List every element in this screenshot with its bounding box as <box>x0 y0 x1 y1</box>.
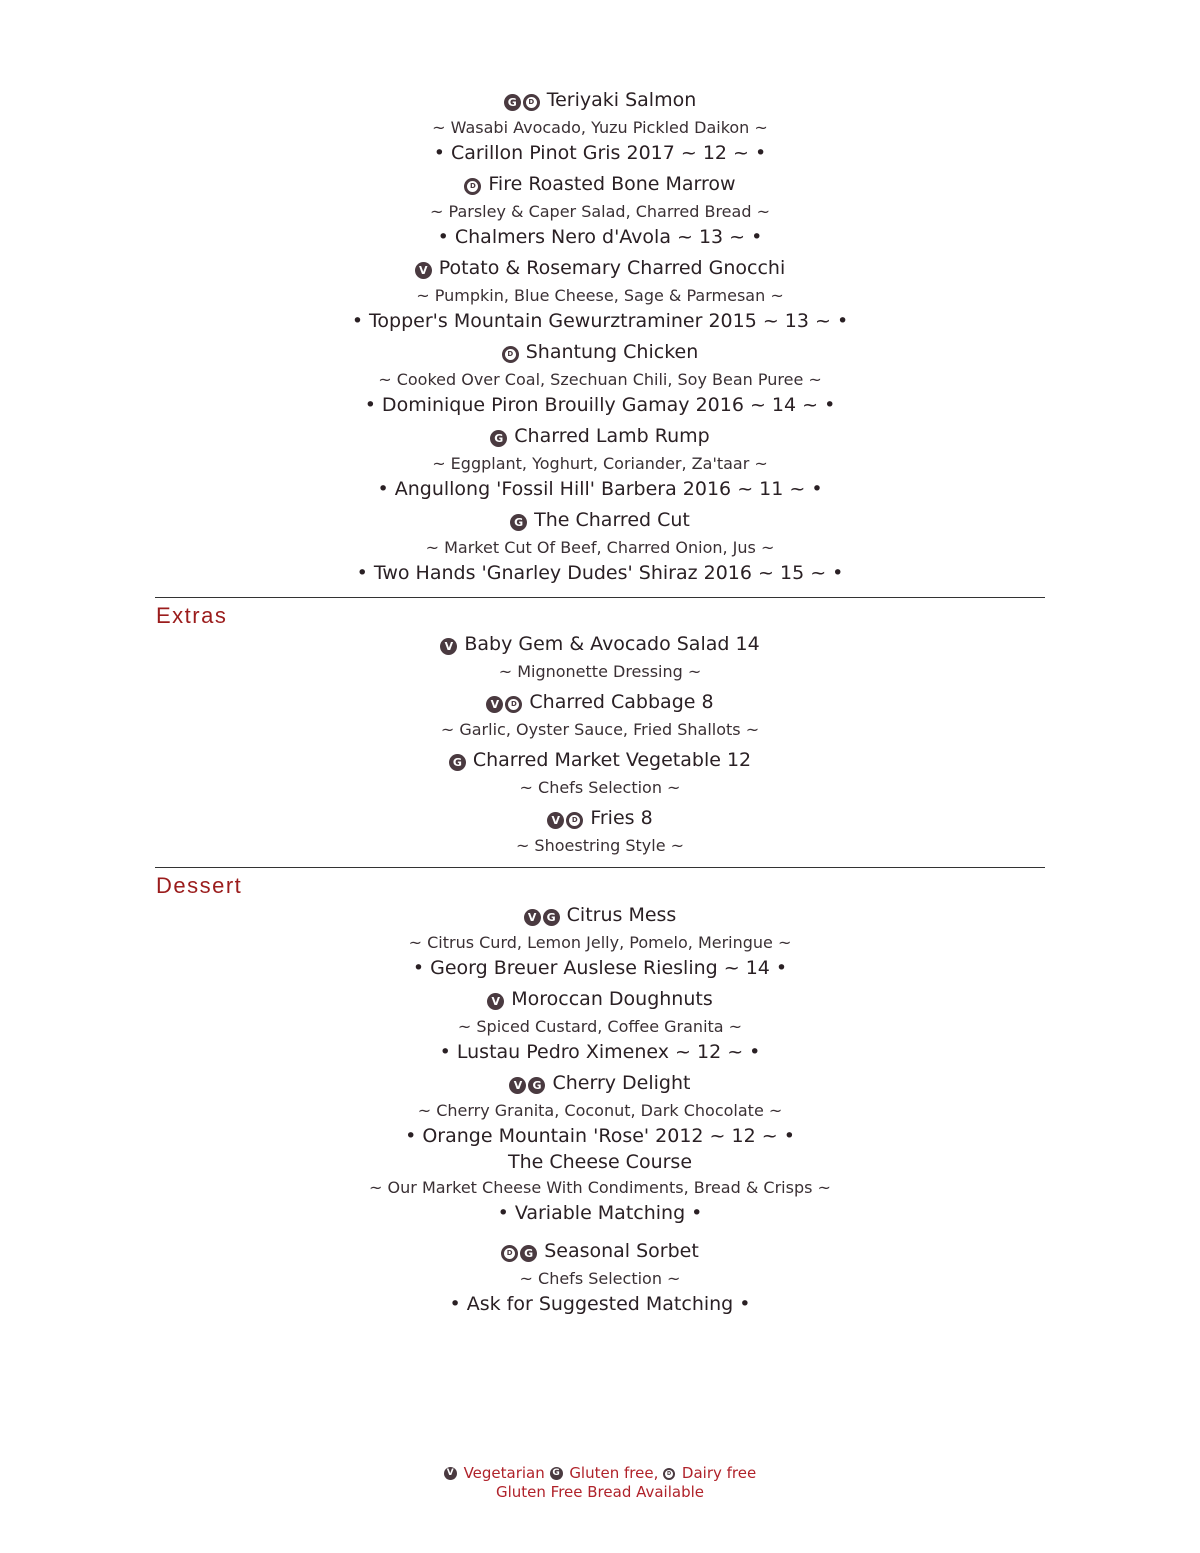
item-name: Charred Market Vegetable 12 <box>472 749 752 771</box>
extra-item <box>0 748 1200 799</box>
wine-pairing: • Ask for Suggested Matching • <box>449 1293 751 1315</box>
item-name: Fries 8 <box>590 807 653 829</box>
gluten-free-icon: G <box>543 909 560 926</box>
vegetarian-icon: V <box>444 1467 457 1480</box>
menu-item <box>0 256 1200 333</box>
wine-pairing: • Two Hands 'Gnarley Dudes' Shiraz 2016 ~ 15 ~ • <box>356 562 844 584</box>
vegetarian-icon: V <box>486 696 503 713</box>
item-description: ~ Chefs Selection ~ <box>519 1269 681 1288</box>
item-description: ~ Spiced Custard, Coffee Granita ~ <box>457 1017 743 1036</box>
dessert-item <box>0 1071 1200 1148</box>
menu-item <box>0 88 1200 165</box>
dietary-legend <box>0 1464 1200 1502</box>
item-description: ~ Cooked Over Coal, Szechuan Chili, Soy Bean Puree ~ <box>378 370 822 389</box>
dairy-free-icon: D <box>464 178 481 195</box>
item-description: ~ Eggplant, Yoghurt, Coriander, Za'taar ~ <box>432 454 768 473</box>
item-description: ~ Citrus Curd, Lemon Jelly, Pomelo, Meringue ~ <box>408 933 792 952</box>
item-description: ~ Parsley & Caper Salad, Charred Bread ~ <box>430 202 770 221</box>
wine-pairing: • Variable Matching • <box>497 1202 703 1224</box>
item-name: Seasonal Sorbet <box>544 1240 699 1262</box>
wine-pairing: • Chalmers Nero d'Avola ~ 13 ~ • <box>437 226 763 248</box>
section-title-dessert: Dessert <box>156 873 243 898</box>
dairy-free-icon: D <box>663 1468 675 1480</box>
menu-item <box>0 172 1200 249</box>
vegetarian-icon: V <box>487 993 504 1010</box>
item-name: Shantung Chicken <box>525 341 699 363</box>
gluten-free-icon: G <box>449 754 466 771</box>
dairy-free-icon: D <box>523 94 540 111</box>
item-description: ~ Garlic, Oyster Sauce, Fried Shallots ~ <box>440 720 760 739</box>
gluten-free-icon: G <box>550 1467 563 1480</box>
extra-item <box>0 632 1200 683</box>
wine-pairing: • Dominique Piron Brouilly Gamay 2016 ~ 14 ~ • <box>364 394 836 416</box>
menu-item <box>0 424 1200 501</box>
item-description: ~ Our Market Cheese With Condiments, Bread & Crisps ~ <box>369 1178 831 1197</box>
item-name: Moroccan Doughnuts <box>511 988 713 1010</box>
dessert-item <box>0 987 1200 1064</box>
vegetarian-icon: V <box>547 812 564 829</box>
item-description: ~ Chefs Selection ~ <box>519 778 681 797</box>
vegetarian-icon: V <box>524 909 541 926</box>
legend-vegetarian: Vegetarian <box>463 1464 545 1482</box>
wine-pairing: • Georg Breuer Auslese Riesling ~ 14 • <box>412 957 788 979</box>
vegetarian-icon: V <box>415 262 432 279</box>
section-divider <box>155 867 1045 868</box>
wine-pairing: • Orange Mountain 'Rose' 2012 ~ 12 ~ • <box>405 1125 795 1147</box>
dessert-item <box>0 1150 1200 1225</box>
item-description: ~ Cherry Granita, Coconut, Dark Chocolate ~ <box>417 1101 783 1120</box>
dairy-free-icon: D <box>505 696 522 713</box>
dessert-item <box>0 903 1200 980</box>
item-name: Cherry Delight <box>552 1072 691 1094</box>
legend-gluten-free: Gluten free, <box>569 1464 659 1482</box>
extra-item <box>0 806 1200 857</box>
item-name: Citrus Mess <box>566 904 677 926</box>
vegetarian-icon: V <box>509 1077 526 1094</box>
legend-bread-note: Gluten Free Bread Available <box>495 1483 704 1501</box>
dairy-free-icon: D <box>502 346 519 363</box>
item-name: Baby Gem & Avocado Salad 14 <box>464 633 760 655</box>
gluten-free-icon: G <box>490 430 507 447</box>
menu-item <box>0 508 1200 585</box>
item-description: ~ Pumpkin, Blue Cheese, Sage & Parmesan ~ <box>416 286 784 305</box>
section-divider <box>155 597 1045 598</box>
item-name: Charred Lamb Rump <box>514 425 710 447</box>
item-description: ~ Shoestring Style ~ <box>515 836 685 855</box>
item-name: The Cheese Course <box>507 1151 693 1173</box>
wine-pairing: • Topper's Mountain Gewurztraminer 2015 ~ 13 ~ • <box>351 310 849 332</box>
item-description: ~ Wasabi Avocado, Yuzu Pickled Daikon ~ <box>432 118 768 137</box>
menu-item <box>0 340 1200 417</box>
item-name: The Charred Cut <box>534 509 690 531</box>
gluten-free-icon: G <box>510 514 527 531</box>
item-description: ~ Mignonette Dressing ~ <box>498 662 702 681</box>
dessert-item <box>0 1239 1200 1316</box>
item-name: Potato & Rosemary Charred Gnocchi <box>438 257 786 279</box>
wine-pairing: • Carillon Pinot Gris 2017 ~ 12 ~ • <box>433 142 767 164</box>
legend-dairy-free: Dairy free <box>681 1464 757 1482</box>
vegetarian-icon: V <box>440 638 457 655</box>
dairy-free-icon: D <box>501 1245 518 1262</box>
item-name: Fire Roasted Bone Marrow <box>488 173 736 195</box>
gluten-free-icon: G <box>504 94 521 111</box>
wine-pairing: • Lustau Pedro Ximenex ~ 12 ~ • <box>439 1041 761 1063</box>
item-name: Charred Cabbage 8 <box>529 691 714 713</box>
dairy-free-icon: D <box>566 812 583 829</box>
wine-pairing: • Angullong 'Fossil Hill' Barbera 2016 ~ 11 ~ • <box>377 478 823 500</box>
section-title-extras: Extras <box>156 603 228 628</box>
gluten-free-icon: G <box>528 1077 545 1094</box>
item-description: ~ Market Cut Of Beef, Charred Onion, Jus ~ <box>425 538 775 557</box>
item-name: Teriyaki Salmon <box>546 89 697 111</box>
extra-item <box>0 690 1200 741</box>
gluten-free-icon: G <box>520 1245 537 1262</box>
